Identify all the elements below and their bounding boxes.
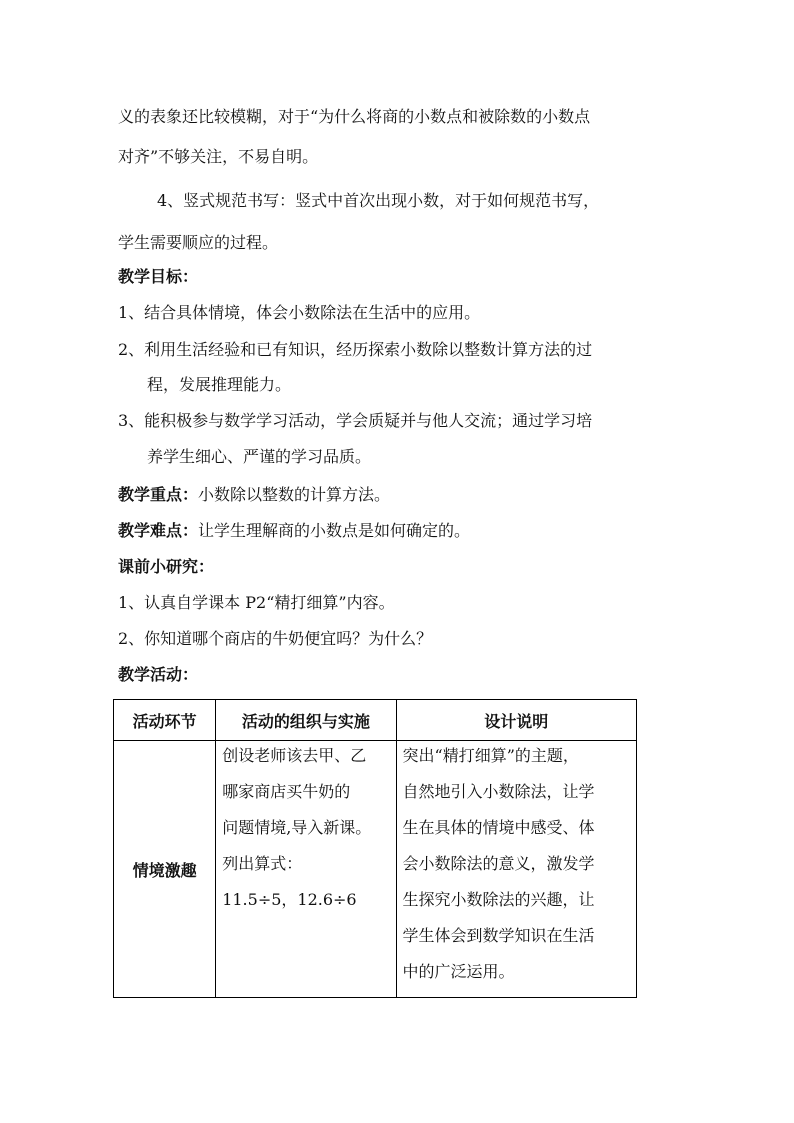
activities-heading: 教学活动： [118, 665, 199, 684]
goal-item-3-continued: 养学生细心、严谨的学习品质。 [147, 447, 372, 466]
implementation-line: 哪家商店买牛奶的 [222, 782, 351, 801]
implementation-cell [216, 741, 396, 998]
intro-line-2: 对齐”不够关注，不易自明。 [118, 147, 319, 166]
implementation-line: 11.5÷5，12.6÷6 [222, 890, 357, 909]
intro-line-1: 义的表象还比较模糊，对于“为什么将商的小数点和被除数的小数点 [118, 107, 591, 126]
header-implementation: 活动的组织与实施 [216, 700, 396, 741]
stage-cell: 情境激趣 [114, 741, 216, 998]
goal-item-1: 1、结合具体情境，体会小数除法在生活中的应用。 [118, 303, 481, 322]
difficult-point [118, 520, 470, 542]
header-stage: 活动环节 [114, 700, 216, 741]
design-line: 生探究小数除法的兴趣，让 [402, 890, 595, 909]
design-line: 学生体会到数学知识在生活 [402, 926, 595, 945]
goal-item-2: 2、利用生活经验和已有知识，经历探索小数除以整数计算方法的过 [118, 340, 593, 359]
difficult-point-text: 让学生理解商的小数点是如何确定的。 [198, 521, 471, 540]
pre-study-heading: 课前小研究： [118, 557, 215, 576]
key-point-text: 小数除以整数的计算方法。 [198, 485, 391, 504]
implementation-line: 创设老师该去甲、乙 [222, 746, 367, 765]
design-line: 会小数除法的意义，激发学 [402, 854, 595, 873]
pre-study-item-2: 2、你知道哪个商店的牛奶便宜吗？为什么？ [118, 629, 433, 648]
design-line: 突出“精打细算”的主题， [402, 746, 579, 765]
pre-study-item-1: 1、认真自学课本 P2“精打细算”内容。 [118, 593, 395, 612]
intro-line-3: 4、竖式规范书写：竖式中首次出现小数，对于如何规范书写， [157, 191, 600, 210]
intro-line-4: 学生需要顺应的过程。 [118, 233, 279, 252]
activities-table [113, 699, 637, 998]
table-row [114, 741, 637, 998]
design-line: 中的广泛运用。 [402, 962, 515, 981]
goals-heading: 教学目标： [118, 267, 199, 286]
design-line: 自然地引入小数除法，让学 [402, 782, 595, 801]
implementation-line: 列出算式： [222, 854, 303, 873]
key-point [118, 484, 390, 506]
design-cell [396, 741, 636, 998]
implementation-line: 问题情境,导入新课。 [222, 818, 372, 837]
header-design: 设计说明 [396, 700, 636, 741]
goal-item-3: 3、能积极参与数学学习活动，学会质疑并与他人交流；通过学习培 [118, 411, 593, 430]
difficult-point-label: 教学难点： [118, 521, 199, 540]
key-point-label: 教学重点： [118, 485, 199, 504]
table-header-row [114, 700, 637, 741]
goal-item-2-continued: 程，发展推理能力。 [147, 375, 292, 394]
design-line: 生在具体的情境中感受、体 [402, 818, 595, 837]
